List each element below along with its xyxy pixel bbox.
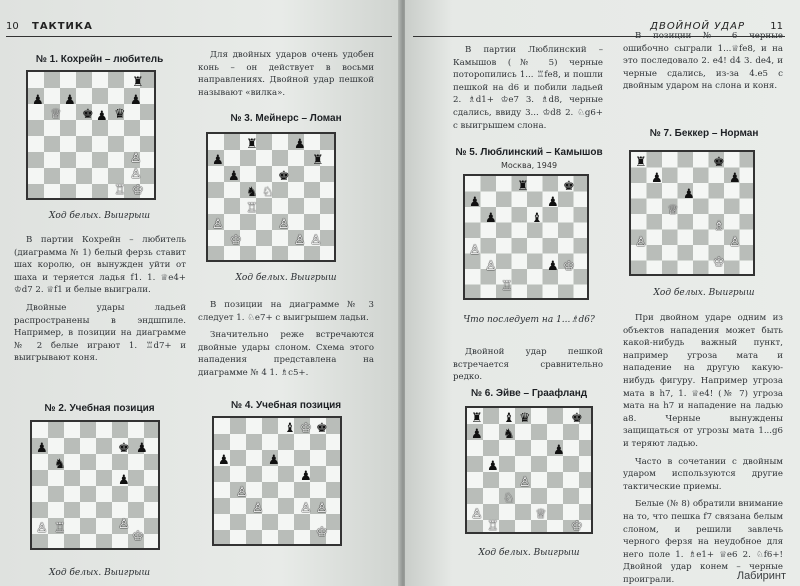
black-pawn: ♟: [268, 453, 280, 468]
black-rook: ♜: [517, 179, 529, 194]
black-pawn: ♟: [96, 109, 108, 124]
left-running-head: [6, 20, 392, 37]
diagram-6-title: № 6. Эйве – Граафланд: [470, 388, 588, 399]
black-pawn: ♟: [485, 211, 497, 226]
black-bishop: ♝: [503, 411, 515, 426]
white-king: ♔: [132, 529, 144, 544]
watermark-logo: Лабиринт: [736, 570, 786, 582]
white-rook: ♖: [246, 201, 258, 216]
paragraph: Часто в сочетании с двойным ударом используются другие тактические приемы.: [623, 456, 783, 492]
black-pawn: ♟: [471, 427, 483, 442]
diagram-2-board: [30, 420, 160, 550]
black-pawn: ♟: [136, 441, 148, 456]
black-king: ♚: [278, 169, 290, 184]
black-pawn: ♟: [487, 459, 499, 474]
paragraph: Для двойных ударов очень удобен конь – он действует в восьми направлениях. Двойной удар пешкой называют «вилка».: [198, 50, 374, 98]
white-pawn: ♙: [212, 217, 224, 232]
white-queen: ♕: [667, 203, 679, 218]
black-pawn: ♟: [130, 93, 142, 108]
black-pawn: ♟: [300, 469, 312, 484]
white-king: ♔: [713, 255, 725, 270]
right-header-title: ДВОЙНОЙ УДАР: [650, 21, 745, 32]
paragraph: В позиции на диаграмме № 3 следует 1. ♘e7+ с выигрышем ладьи.: [198, 300, 374, 323]
white-pawn: ♙: [310, 233, 322, 248]
black-pawn: ♟: [553, 443, 565, 458]
paragraph: Белые (№ 8) обратили внимание на то, что пешка f7 связана белым слоном, и решили завлечь черного ферзя на неудобное для него поле 1. ♗e1+ ♕e6 2. ♘f6+! Двойной удар конем – черные проиграли.: [623, 499, 783, 585]
white-pawn: ♙: [519, 475, 531, 490]
white-rook: ♖: [54, 521, 66, 536]
white-pawn: ♙: [294, 233, 306, 248]
white-pawn: ♙: [236, 485, 248, 500]
paragraph: Значительно реже встречаются двойные удары слоном. Схема этого нападения представлена на диаграмме № 4 1. ♗c5+.: [198, 330, 374, 378]
white-rook: ♖: [487, 519, 499, 534]
black-pawn: ♟: [651, 171, 663, 186]
white-rook: ♖: [114, 183, 126, 198]
diagram-6-board: [465, 406, 593, 534]
left-col1-text: [14, 234, 186, 370]
diagram-7-caption: Ход белых. Выигрыш: [653, 288, 755, 298]
paragraph: Двойной удар пешкой встречается сравнительно редко.: [453, 347, 603, 383]
white-knight: ♘: [262, 185, 274, 200]
right-col1-text1: [453, 44, 603, 137]
white-king: ♔: [300, 421, 312, 436]
diagram-5-subtitle: Москва, 1949: [500, 161, 558, 170]
black-king: ♚: [563, 179, 575, 194]
left-header-title: ТАКТИКА: [32, 21, 93, 32]
diagram-7-board: [629, 150, 755, 276]
black-king: ♚: [316, 421, 328, 436]
white-pawn: ♙: [130, 151, 142, 166]
black-pawn: ♟: [36, 441, 48, 456]
white-queen: ♕: [50, 107, 62, 122]
black-pawn: ♟: [118, 473, 130, 488]
white-king: ♔: [132, 183, 144, 198]
white-king: ♔: [316, 525, 328, 540]
black-pawn: ♟: [32, 93, 44, 108]
diagram-2-caption: Ход белых. Выигрыш: [49, 568, 150, 578]
black-pawn: ♟: [469, 195, 481, 210]
black-rook: ♜: [471, 411, 483, 426]
black-king: ♚: [118, 441, 130, 456]
white-bishop: ♗: [713, 219, 725, 234]
white-pawn: ♙: [729, 235, 741, 250]
black-rook: ♜: [312, 153, 324, 168]
black-king: ♚: [571, 411, 583, 426]
white-queen: ♕: [535, 507, 547, 522]
white-pawn: ♙: [300, 501, 312, 516]
white-pawn: ♙: [471, 507, 483, 522]
right-col1-text2: [453, 346, 603, 389]
black-pawn: ♟: [683, 187, 695, 202]
diagram-1-caption: Ход белых. Выигрыш: [49, 211, 150, 221]
black-king: ♚: [82, 107, 94, 122]
right-page: [405, 0, 800, 586]
diagram-1-board: [26, 70, 156, 200]
diagram-3-title: № 3. Мейнерс – Ломан: [230, 113, 342, 124]
left-col2-text1: [198, 49, 374, 104]
white-rook: ♖: [501, 279, 513, 294]
paragraph: В позиции № 6 черные ошибочно сыграли 1...♕fe8, и на это последовало 2. e4! d4 3. de4, и черные сдались, из-за 4.e5 с двойным ударом на слона и коня.: [623, 31, 783, 92]
right-col2-text2: [623, 312, 783, 586]
black-knight: ♞: [503, 427, 515, 442]
black-pawn: ♟: [212, 153, 224, 168]
white-pawn: ♙: [316, 501, 328, 516]
left-page-number: 10: [6, 21, 19, 32]
black-pawn: ♟: [547, 195, 559, 210]
diagram-2-title: № 2. Учебная позиция: [44, 403, 155, 414]
diagram-3-caption: Ход белых. Выигрыш: [235, 273, 337, 283]
white-king: ♔: [230, 233, 242, 248]
diagram-7-title: № 7. Беккер – Норман: [649, 128, 759, 139]
white-king: ♔: [563, 259, 575, 274]
black-rook: ♜: [635, 155, 647, 170]
white-pawn: ♙: [36, 521, 48, 536]
right-col2-text1: [623, 30, 783, 98]
white-knight: ♘: [503, 491, 515, 506]
white-king: ♔: [571, 519, 583, 534]
white-pawn: ♙: [118, 517, 130, 532]
left-col2-text2: [198, 299, 374, 385]
white-pawn: ♙: [130, 167, 142, 182]
paragraph: При двойном ударе одним из объектов нападения может быть какой-нибудь важный пункт, например угроза мата и нападение на другую какую-нибудь фигуру. Например угроза мата в h7, 1. ♕e4! (№ 7) угроза мата на h7 и нападение на ладью a8. Черные вынуждены защищаться от угрозы мата 1...g6 и теряют ладью.: [623, 313, 783, 449]
black-bishop: ♝: [531, 211, 543, 226]
diagram-5-caption: Что последует на 1...♗d6?: [463, 315, 595, 325]
black-queen: ♛: [114, 107, 126, 122]
paragraph: В партии Кохрейн – любитель (диаграмма № 1) белый ферзь ставит шах королю, он вынужден уйти от шаха и теряется ладья f1. 1. ♕e4+ ♔d7 2. ♕f1 и белые выиграли.: [14, 235, 186, 296]
black-rook: ♜: [132, 75, 144, 90]
black-knight: ♞: [246, 185, 258, 200]
diagram-4-board: [212, 416, 342, 546]
black-pawn: ♟: [294, 137, 306, 152]
black-queen: ♛: [519, 411, 531, 426]
diagram-5-board: [463, 174, 589, 300]
diagram-6-caption: Ход белых. Выигрыш: [478, 548, 580, 558]
paragraph: В партии Люблинский – Камышов (№ 5) черные поторопились 1... ♖fe8, и пошли пешкой на d6 и побили ладьей 2. ♗d1+ ♔e7 3. ♗d8, черные сдались, ввиду 3... ♔d8 2. ♘g6+ с выигрышем слона.: [453, 45, 603, 131]
diagram-4-title: № 4. Учебная позиция: [230, 400, 342, 411]
white-pawn: ♙: [469, 243, 481, 258]
black-pawn: ♟: [64, 93, 76, 108]
black-king: ♚: [713, 155, 725, 170]
diagram-3-board: [206, 132, 336, 262]
black-pawn: ♟: [228, 169, 240, 184]
white-pawn: ♙: [635, 235, 647, 250]
black-pawn: ♟: [729, 171, 741, 186]
paragraph: Двойные удары ладьей распространены в эндшпиле. Например, в позиции на диаграмме № 2 белые играют 1. ♖d7+ и выигрывают коня.: [14, 302, 186, 364]
black-pawn: ♟: [547, 259, 559, 274]
black-pawn: ♟: [218, 453, 230, 468]
black-rook: ♜: [246, 137, 258, 152]
black-bishop: ♝: [284, 421, 296, 436]
diagram-1-title: № 1. Кохрейн – любитель: [35, 54, 164, 65]
white-pawn: ♙: [278, 217, 290, 232]
black-knight: ♞: [54, 457, 66, 472]
white-pawn: ♙: [485, 259, 497, 274]
diagram-5-title: № 5. Люблинский – Камышов: [455, 147, 603, 158]
right-page-number: 11: [770, 21, 783, 32]
white-pawn: ♙: [252, 501, 264, 516]
